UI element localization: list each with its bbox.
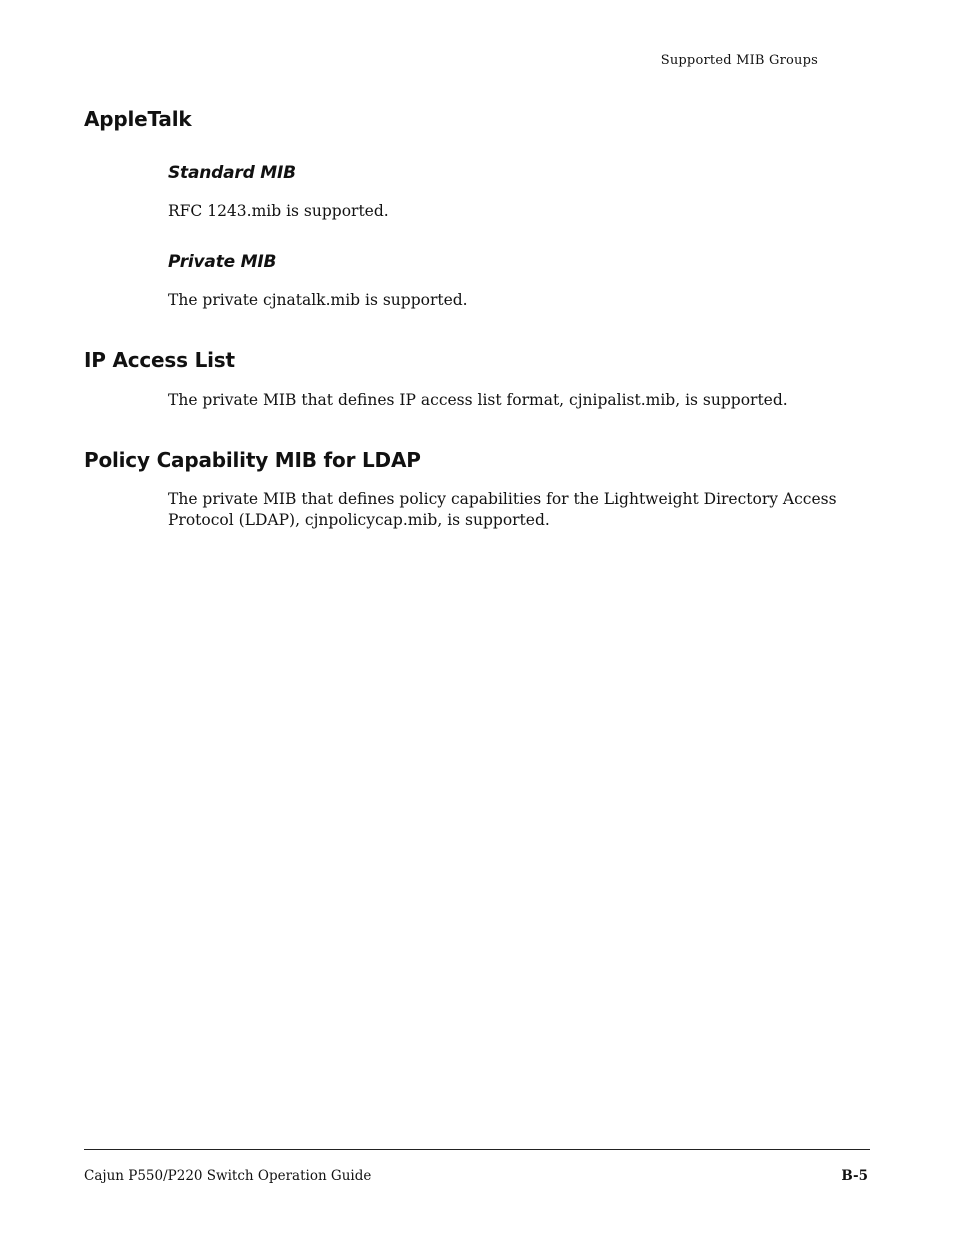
subheading-private-mib: Private MIB [168, 252, 277, 272]
subheading-standard-mib: Standard MIB [168, 163, 296, 183]
footer-divider [84, 1149, 870, 1150]
paragraph-ip-access-list: The private MIB that defines IP access list format, cjnipalist.mib, is supported. [168, 391, 788, 409]
paragraph-policy-capability: The private MIB that defines policy capabilities for the Lightweight Directory Access Protocol (LDAP), cjnpolicycap.mib, is supported. [168, 490, 837, 529]
footer-document-title: Cajun P550/P220 Switch Operation Guide [84, 1168, 372, 1184]
paragraph-standard-mib: RFC 1243.mib is supported. [168, 202, 389, 220]
section-heading-ip-access-list: IP Access List [84, 348, 235, 372]
running-header: Supported MIB Groups [660, 53, 818, 68]
footer-page-number: B-5 [841, 1168, 868, 1184]
section-heading-appletalk: AppleTalk [84, 107, 192, 131]
section-heading-policy-capability: Policy Capability MIB for LDAP [84, 448, 421, 472]
paragraph-private-mib: The private cjnatalk.mib is supported. [168, 291, 468, 309]
